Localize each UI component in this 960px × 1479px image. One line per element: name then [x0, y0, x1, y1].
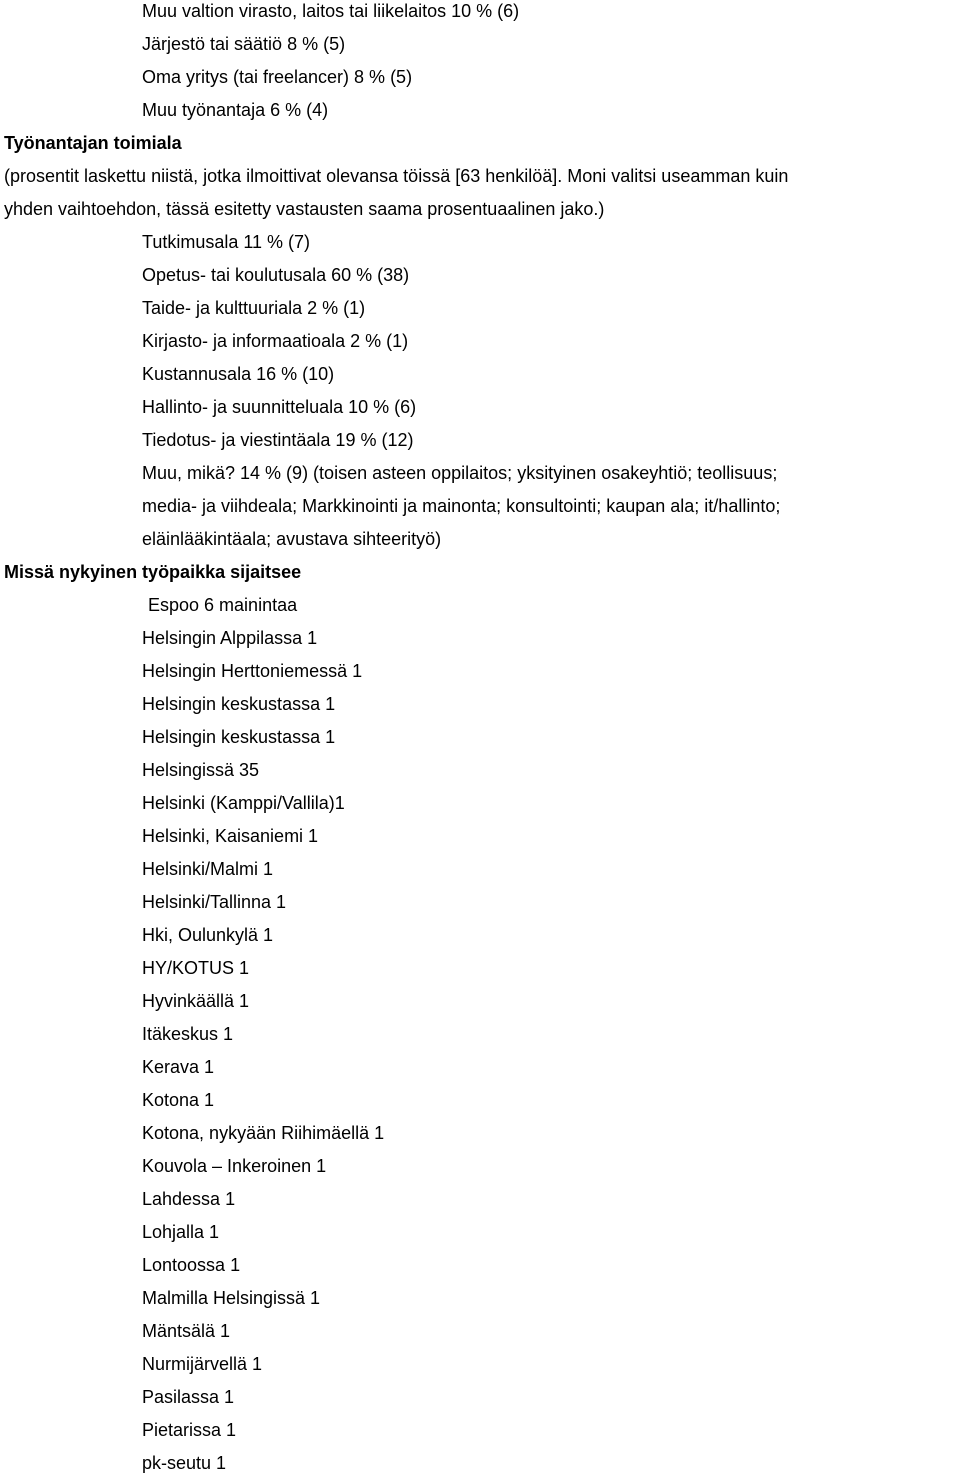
list-item: Lontoossa 1: [142, 1255, 241, 1275]
list-item: Hki, Oulunkylä 1: [142, 925, 274, 945]
list-item: Helsinki (Kamppi/Vallila)1: [142, 793, 345, 813]
list-item: Lahdessa 1: [142, 1189, 236, 1209]
list-item: Helsingin keskustassa 1: [142, 694, 336, 714]
list-item: Kerava 1: [142, 1057, 215, 1077]
list-item: Taide- ja kulttuuriala 2 % (1): [142, 298, 366, 318]
list-item-other-continued: media- ja viihdeala; Markkinointi ja mainonta; konsultointi; kaupan ala; it/hallinto;: [142, 496, 781, 516]
list-item: Opetus- tai koulutusala 60 % (38): [142, 265, 410, 285]
list-item: Tiedotus- ja viestintäala 19 % (12): [142, 430, 414, 450]
list-item: Muu valtion virasto, laitos tai liikelaitos 10 % (6): [142, 1, 520, 21]
list-item: Nurmijärvellä 1: [142, 1354, 263, 1374]
list-item: Helsinki/Tallinna 1: [142, 892, 287, 912]
list-item: Helsinki/Malmi 1: [142, 859, 274, 879]
list-item: Pasilassa 1: [142, 1387, 235, 1407]
list-item: Kotona 1: [142, 1090, 215, 1110]
list-item: HY/KOTUS 1: [142, 958, 250, 978]
list-item: Kotona, nykyään Riihimäellä 1: [142, 1123, 385, 1143]
list-item: Lohjalla 1: [142, 1222, 220, 1242]
list-item: Helsingin keskustassa 1: [142, 727, 336, 747]
list-item: Kustannusala 16 % (10): [142, 364, 335, 384]
list-item: Hallinto- ja suunnitteluala 10 % (6): [142, 397, 417, 417]
list-item: Helsingin Herttoniemessä 1: [142, 661, 363, 681]
list-item: Järjestö tai säätiö 8 % (5): [142, 34, 346, 54]
list-item: Kouvola – Inkeroinen 1: [142, 1156, 327, 1176]
list-item: Hyvinkäällä 1: [142, 991, 250, 1011]
list-item-other-continued: eläinlääkintäala; avustava sihteerityö): [142, 529, 442, 549]
list-item: Helsingissä 35: [142, 760, 260, 780]
list-item: pk-seutu 1: [142, 1453, 227, 1473]
list-item: Pietarissa 1: [142, 1420, 237, 1440]
list-item: Muu työnantaja 6 % (4): [142, 100, 329, 120]
location-heading: Missä nykyinen työpaikka sijaitsee: [4, 562, 302, 582]
list-item: Itäkeskus 1: [142, 1024, 234, 1044]
list-item: Mäntsälä 1: [142, 1321, 231, 1341]
list-item-other: Muu, mikä? 14 % (9) (toisen asteen oppilaitos; yksityinen osakeyhtiö; teollisuus;: [142, 463, 778, 483]
list-item: Malmilla Helsingissä 1: [142, 1288, 321, 1308]
list-item: Helsingin Alppilassa 1: [142, 628, 318, 648]
list-item: Helsinki, Kaisaniemi 1: [142, 826, 319, 846]
list-item: Kirjasto- ja informaatioala 2 % (1): [142, 331, 409, 351]
list-item: Espoo 6 mainintaa: [148, 595, 298, 615]
industry-heading: Työnantajan toimiala: [4, 133, 182, 153]
industry-note-line: (prosentit laskettu niistä, jotka ilmoittivat olevansa töissä [63 henkilöä]. Moni valitsi useamman kuin: [4, 166, 789, 186]
list-item: Oma yritys (tai freelancer) 8 % (5): [142, 67, 413, 87]
industry-note-line: yhden vaihtoehdon, tässä esitetty vastausten saama prosentuaalinen jako.): [4, 199, 605, 219]
list-item: Tutkimusala 11 % (7): [142, 232, 311, 252]
